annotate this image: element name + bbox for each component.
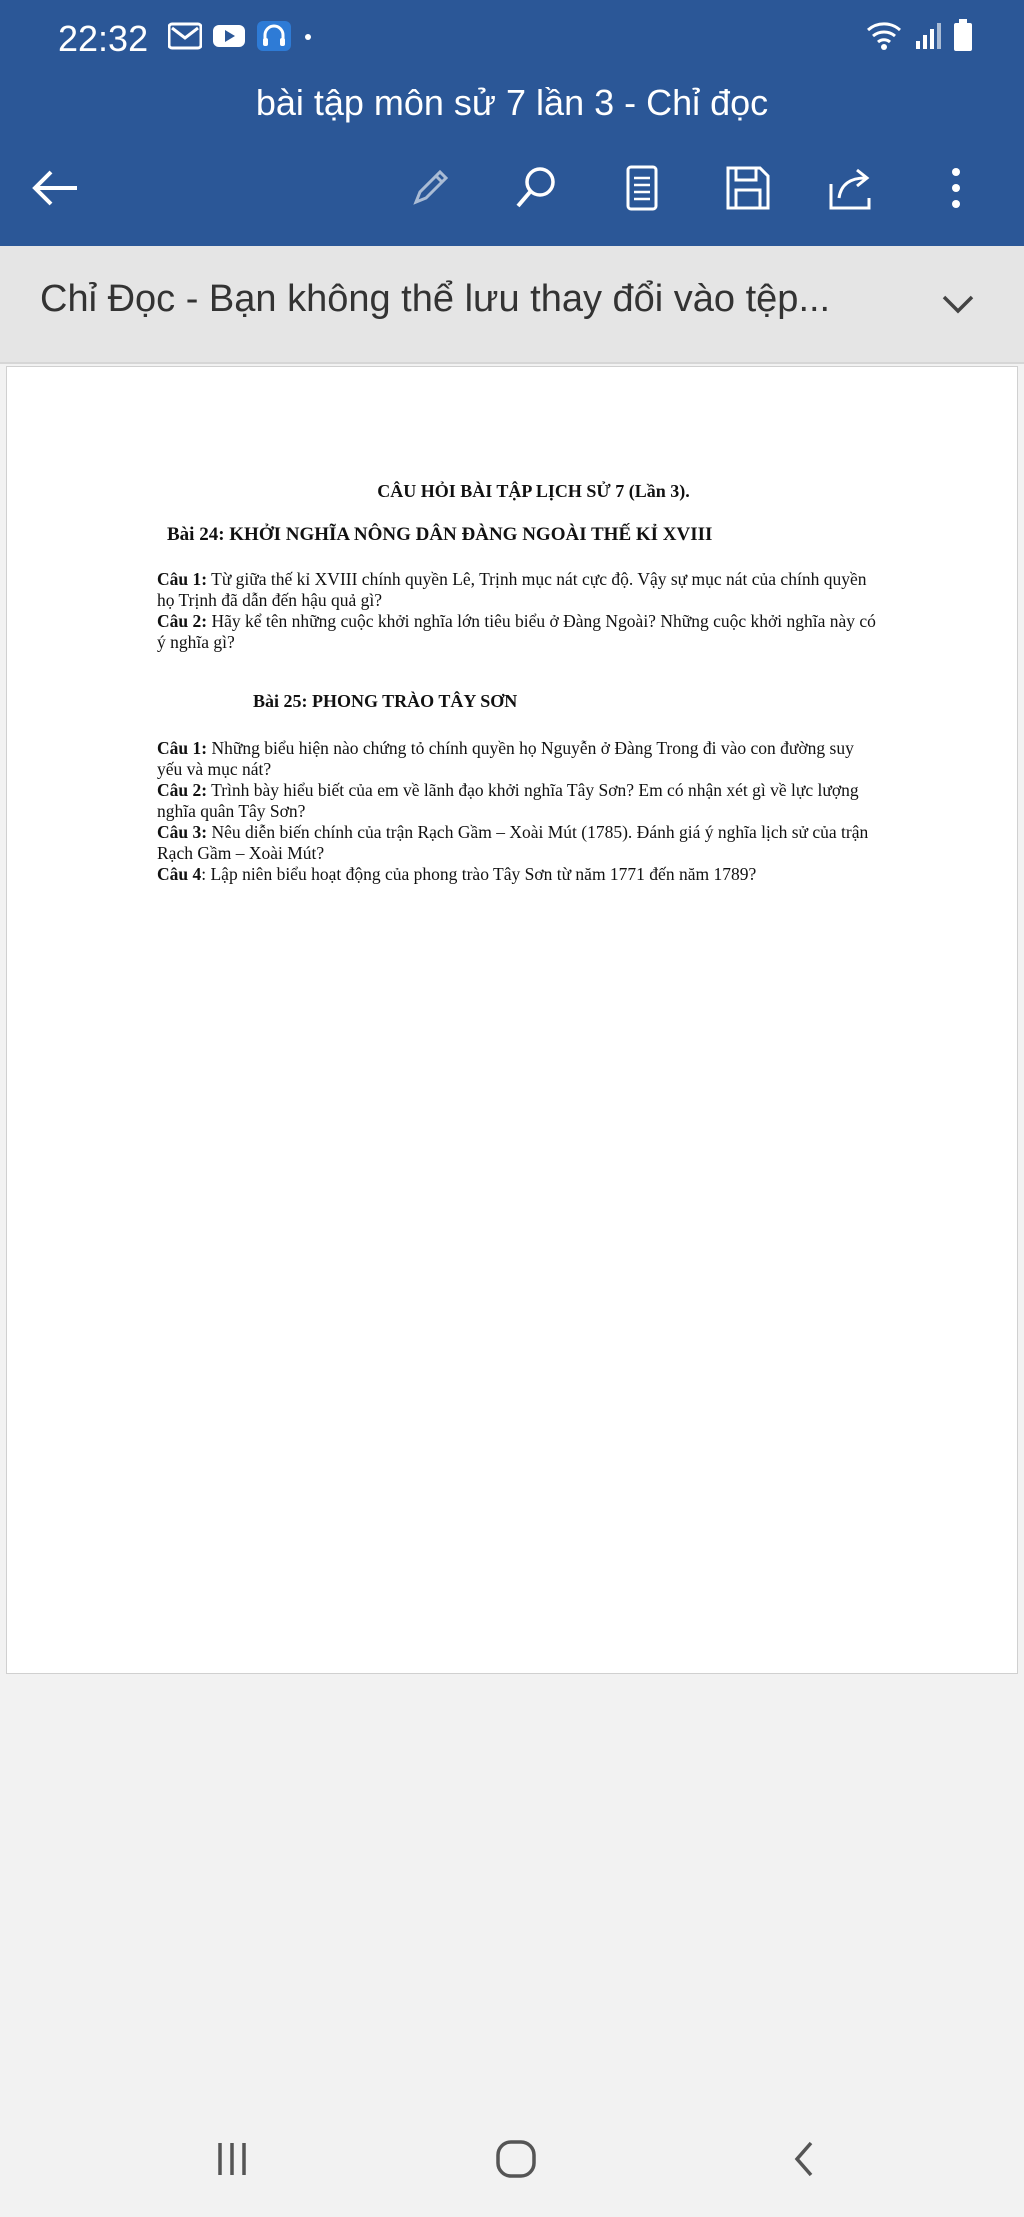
reading-view-icon xyxy=(622,164,662,212)
chevron-down-icon xyxy=(941,293,975,315)
app-header xyxy=(0,0,1024,246)
search-icon xyxy=(512,164,560,212)
recent-apps-button[interactable] xyxy=(196,2123,268,2195)
back-nav-button[interactable] xyxy=(768,2123,840,2195)
headset-icon xyxy=(256,20,292,57)
read-only-banner[interactable] xyxy=(0,246,1024,364)
lesson-25-question-4 xyxy=(157,864,882,885)
question-text: Nêu diễn biến chính của trận Rạch Gầm – Xoài Mút (1785). Đánh giá ý nghĩa lịch sử của trận Rạch Gầm – Xoài Mút? xyxy=(157,822,869,863)
youtube-icon xyxy=(212,22,246,55)
toolbar xyxy=(0,152,1024,224)
expand-banner-button[interactable] xyxy=(930,276,986,332)
lesson-24-question-2 xyxy=(157,611,882,653)
question-label: Câu 2: xyxy=(157,780,208,800)
reading-view-button[interactable] xyxy=(606,152,678,224)
search-button[interactable] xyxy=(500,152,572,224)
document-page[interactable] xyxy=(6,366,1018,1674)
home-button[interactable] xyxy=(480,2123,552,2195)
lesson-25-question-1 xyxy=(157,738,882,780)
banner-message: Chỉ Đọc - Bạn không thể lưu thay đổi vào tệp... xyxy=(40,278,831,320)
question-text: : Lập niên biểu hoạt động của phong trào Tây Sơn từ năm 1771 đến năm 1789? xyxy=(201,864,757,884)
question-label: Câu 1: xyxy=(157,569,208,589)
lesson-24-question-1 xyxy=(157,569,882,611)
document-content xyxy=(157,481,882,885)
question-label: Câu 3: xyxy=(157,822,208,842)
document-title: bài tập môn sử 7 lần 3 - Chỉ đọc xyxy=(255,82,769,123)
question-label: Câu 1: xyxy=(157,738,208,758)
dot-icon xyxy=(302,30,314,48)
edit-button[interactable] xyxy=(394,152,466,224)
battery-icon xyxy=(952,18,974,57)
question-text: Từ giữa thế kỉ XVIII chính quyền Lê, Trịnh mục nát cực độ. Vậy sự mục nát của chính quyền họ Trịnh đã dẫn đến hậu quả gì? xyxy=(157,569,867,610)
question-label: Câu 4 xyxy=(157,864,202,884)
lesson-25-question-2 xyxy=(157,780,882,822)
question-text: Hãy kể tên những cuộc khởi nghĩa lớn tiêu biểu ở Đàng Ngoài? Những cuộc khởi nghĩa này có ý nghĩa gì? xyxy=(157,611,876,652)
edit-icon xyxy=(406,164,454,212)
more-options-button[interactable] xyxy=(920,152,992,224)
share-icon xyxy=(827,164,877,212)
lesson-25-title: Bài 25: PHONG TRÀO TÂY SƠN xyxy=(253,691,518,711)
save-icon xyxy=(724,164,772,212)
share-button[interactable] xyxy=(816,152,888,224)
home-icon xyxy=(494,2139,538,2179)
page-title: CÂU HỎI BÀI TẬP LỊCH SỬ 7 (Lần 3). xyxy=(377,481,690,501)
lesson-25-question-3 xyxy=(157,822,882,864)
wifi-icon xyxy=(864,18,904,57)
status-time: 22:32 xyxy=(58,18,149,59)
gmail-icon xyxy=(168,22,202,55)
system-icons xyxy=(864,18,974,57)
back-nav-icon xyxy=(789,2139,819,2179)
more-icon xyxy=(948,164,964,212)
back-button[interactable] xyxy=(20,152,92,224)
recent-apps-icon xyxy=(212,2141,252,2177)
lesson-24-title: Bài 24: KHỞI NGHĨA NÔNG DÂN ĐÀNG NGOÀI THẾ KỈ XVIII xyxy=(167,524,713,545)
save-button[interactable] xyxy=(712,152,784,224)
system-nav-bar xyxy=(0,2095,1024,2217)
notification-icons xyxy=(168,20,314,57)
question-label: Câu 2: xyxy=(157,611,208,631)
question-text: Trình bày hiểu biết của em về lãnh đạo khởi nghĩa Tây Sơn? Em có nhận xét gì về lực lượng nghĩa quân Tây Sơn? xyxy=(157,780,859,821)
question-text: Những biểu hiện nào chứng tỏ chính quyền họ Nguyễn ở Đàng Trong đi vào con đường suy yếu và mục nát? xyxy=(157,738,854,779)
back-icon xyxy=(31,168,81,208)
signal-icon xyxy=(914,19,942,56)
